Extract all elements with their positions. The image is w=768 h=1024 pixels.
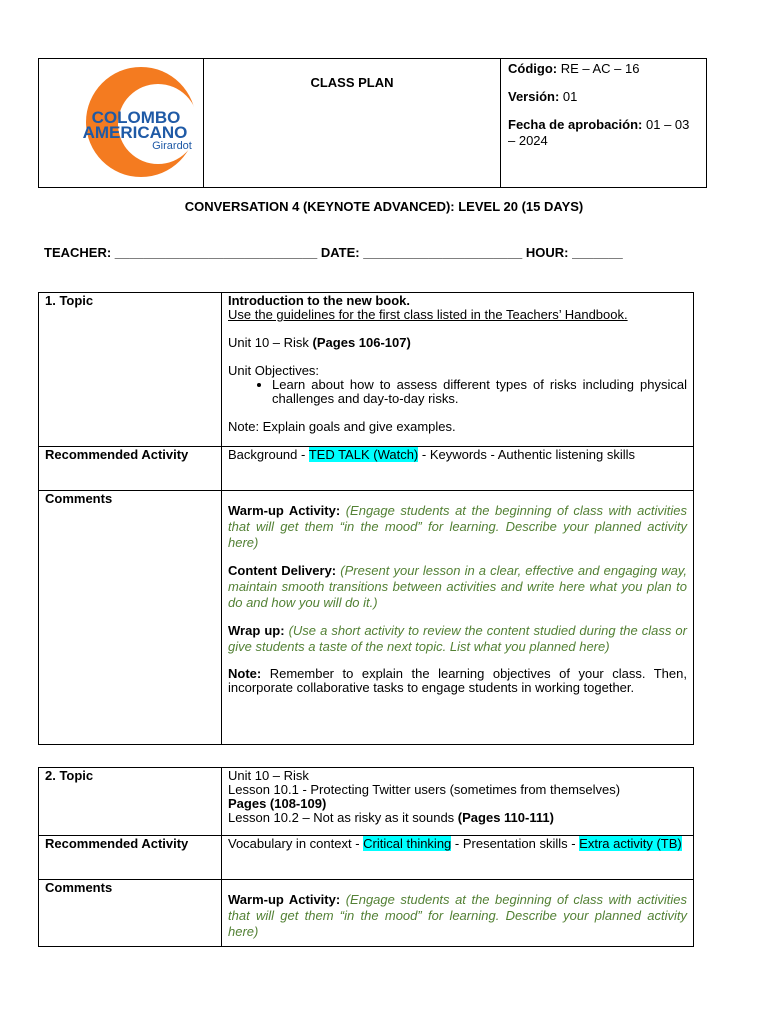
warmup-1: Warm-up Activity: (Engage students at the beginning of class with activities that will get them “in the mood” for learning. Describe your planned activity here) — [228, 503, 687, 550]
content-delivery-1: Content Delivery: (Present your lesson in a clear, effective and engaging way, maintain smooth transitions between activities and write here what you plan to do and how you will do it.) — [228, 563, 688, 610]
version-row — [508, 89, 700, 105]
lesson-1-table — [38, 292, 694, 745]
extra-activity-highlight: Extra activity (TB) — [579, 836, 682, 851]
rec-activity-2-label: Recommended Activity — [39, 836, 222, 880]
version-label: Versión: — [508, 89, 560, 104]
lesson-2-table — [38, 767, 694, 947]
topic-1-heading: Introduction to the new book. — [228, 293, 410, 308]
version-value: 01 — [562, 89, 578, 104]
ted-talk-highlight: TED TALK (Watch) — [308, 447, 419, 462]
topic-2-line4: Lesson 10.2 – Not as risky as it sounds (Pages 110-111) — [228, 810, 554, 825]
topic-2-content — [222, 768, 694, 836]
rec-activity-1-content: Background - TED TALK (Watch) - Keywords - Authentic listening skills — [222, 447, 694, 491]
header-table — [38, 58, 707, 188]
title-cell — [204, 59, 501, 188]
topic-1-label: 1. Topic — [39, 293, 222, 447]
topic-2-line3: Pages (108-109) — [228, 796, 327, 811]
logo-line1: COLOMBO — [91, 108, 181, 127]
codigo-label: Código: — [508, 61, 558, 76]
rec-activity-1-label: Recommended Activity — [39, 447, 222, 491]
fecha-row — [508, 117, 700, 149]
critical-thinking-highlight: Critical thinking — [363, 836, 452, 851]
topic-1-content — [222, 293, 694, 447]
topic-1-note: Note: Explain goals and give examples. — [228, 419, 456, 434]
rec-activity-2-content: Vocabulary in context - Critical thinking - Presentation skills - Extra activity (TB) — [222, 836, 694, 880]
objective-item: • Learn about how to assess different types of risks including physical challenges and day-to-day risks. — [272, 378, 687, 406]
comments-2-content — [222, 880, 694, 947]
teacher-date-hour-line: TEACHER: ____________________________ DATE: ______________________ HOUR: _______ — [44, 245, 623, 260]
codigo-row — [508, 61, 700, 77]
class-plan-title: CLASS PLAN — [310, 75, 394, 90]
fecha-label: Fecha de aprobación: — [508, 117, 643, 132]
warmup-2: Warm-up Activity: (Engage students at the beginning of class with activities that will get them “in the mood” for learning. Describe your planned activity here) — [228, 892, 687, 939]
comments-2-label: Comments — [39, 880, 222, 947]
course-title: CONVERSATION 4 (KEYNOTE ADVANCED): LEVEL 20 (15 DAYS) — [184, 199, 584, 214]
logo-line3: Girardot — [152, 140, 192, 152]
meta-cell — [501, 59, 707, 188]
logo-line2: AMERICANO — [82, 123, 188, 142]
codigo-value: RE – AC – 16 — [560, 61, 640, 76]
note-1: Note: Remember to explain the learning objectives of your class. Then, incorporate collaborative tasks to engage students in working together. — [228, 666, 687, 695]
topic-1-unit: Unit 10 – Risk (Pages 106-107) — [228, 335, 411, 350]
comments-1-label: Comments — [39, 491, 222, 745]
logo-cell — [39, 59, 204, 188]
topic-1-objectives-label: Unit Objectives: — [228, 363, 320, 378]
topic-2-line2: Lesson 10.1 - Protecting Twitter users (sometimes from themselves) — [228, 782, 621, 797]
topic-1-guideline: Use the guidelines for the first class listed in the Teachers’ Handbook. — [228, 307, 628, 322]
fecha-value: 01 – 03 – 2024 — [508, 117, 690, 148]
objectives-list — [228, 378, 687, 406]
topic-2-line1: Unit 10 – Risk — [228, 768, 309, 783]
wrap-up-1: Wrap up: (Use a short activity to review the content studied during the class or give students a taste of the next topic. List what you planned here) — [228, 623, 687, 654]
colombo-americano-logo — [39, 59, 203, 184]
comments-1-content — [222, 491, 694, 745]
topic-2-label: 2. Topic — [39, 768, 222, 836]
